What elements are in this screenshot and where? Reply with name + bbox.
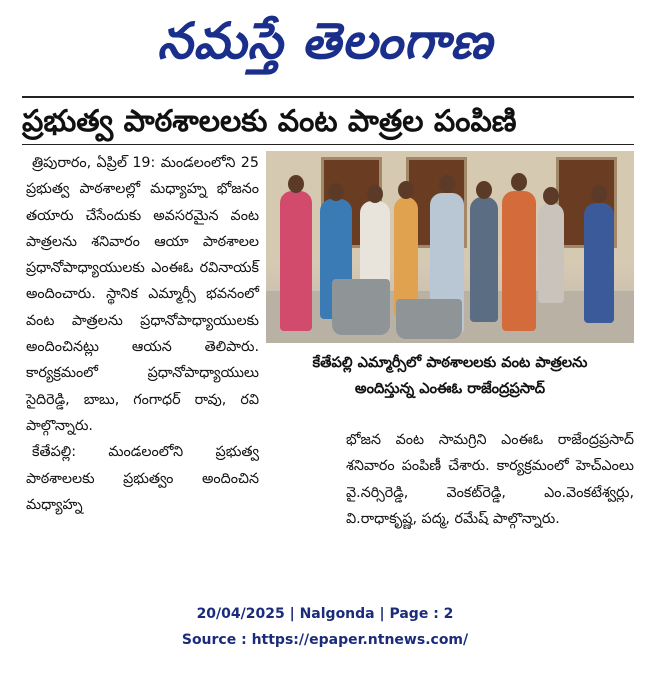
article-body-left <box>26 150 259 518</box>
divider <box>22 96 634 98</box>
photo-caption <box>266 350 634 402</box>
divider <box>22 144 634 145</box>
footer-date-edition: 20/04/2025 | Nalgonda | Page : 2 <box>196 606 454 622</box>
article-headline: ప్రభుత్వ పాఠశాలలకు వంట పాత్రల పంపిణి <box>22 104 517 139</box>
newspaper-logo: నమస్తే తెలంగాణ <box>157 12 493 70</box>
caption-line: అందిస్తున్న ఎంఈఓ రాజేంద్రప్రసాద్ <box>354 380 546 397</box>
article-paragraph: భోజన వంట సామగ్రిని ఎంఈఓ రాజేంద్రప్రసాద్ శనివారం పంపిణీ చేశారు. కార్యక్రమంలో హెచ్ఎంలు వై.నర్సిరెడ్డి, వెంకట్‌రెడ్డి, ఎం.వెంకటేశ్వర్లు, వి.రాధాకృష్ణ, పద్మ, రమేష్ పాల్గొన్నారు. <box>346 432 634 527</box>
article-paragraph: కేతేపల్లి: మండలంలోని ప్రభుత్వ పాఠశాలలకు ప్రభుత్వం అందించిన మధ్యాహ్న <box>26 444 259 513</box>
article-body-right <box>346 427 634 532</box>
caption-line: కేతేపల్లి ఎమ్మార్సీలో పాఠశాలలకు వంట పాత్రలను <box>312 354 588 371</box>
article-paragraph: త్రిపురారం, ఏప్రిల్ 19: మండలంలోని 25 ప్రభుత్వ పాఠశాలల్లో మధ్యాహ్న భోజనం తయారు చేసేందుకు అవసరమైన వంట పాత్రలను శనివారం ఆయా పాఠశాలల ప్రధానోపాధ్యాయులకు ఎంఈఓ రవినాయక్ అందించారు. స్థానిక ఎమ్మార్సీ భవనంలో వంట పాత్రలను ప్రధానోపాధ్యాయులకు అందించినట్లు ఆయన తెలిపారు. కార్యక్రమంలో ప్రధానోపాధ్యాయులు సైదిరెడ్డి, బాబు, గంగాధర్ రావు, రవి పాల్గొన్నారు. <box>26 155 259 434</box>
masthead <box>0 0 650 90</box>
footer-source: Source : https://epaper.ntnews.com/ <box>181 632 469 648</box>
article-photo <box>266 151 634 343</box>
